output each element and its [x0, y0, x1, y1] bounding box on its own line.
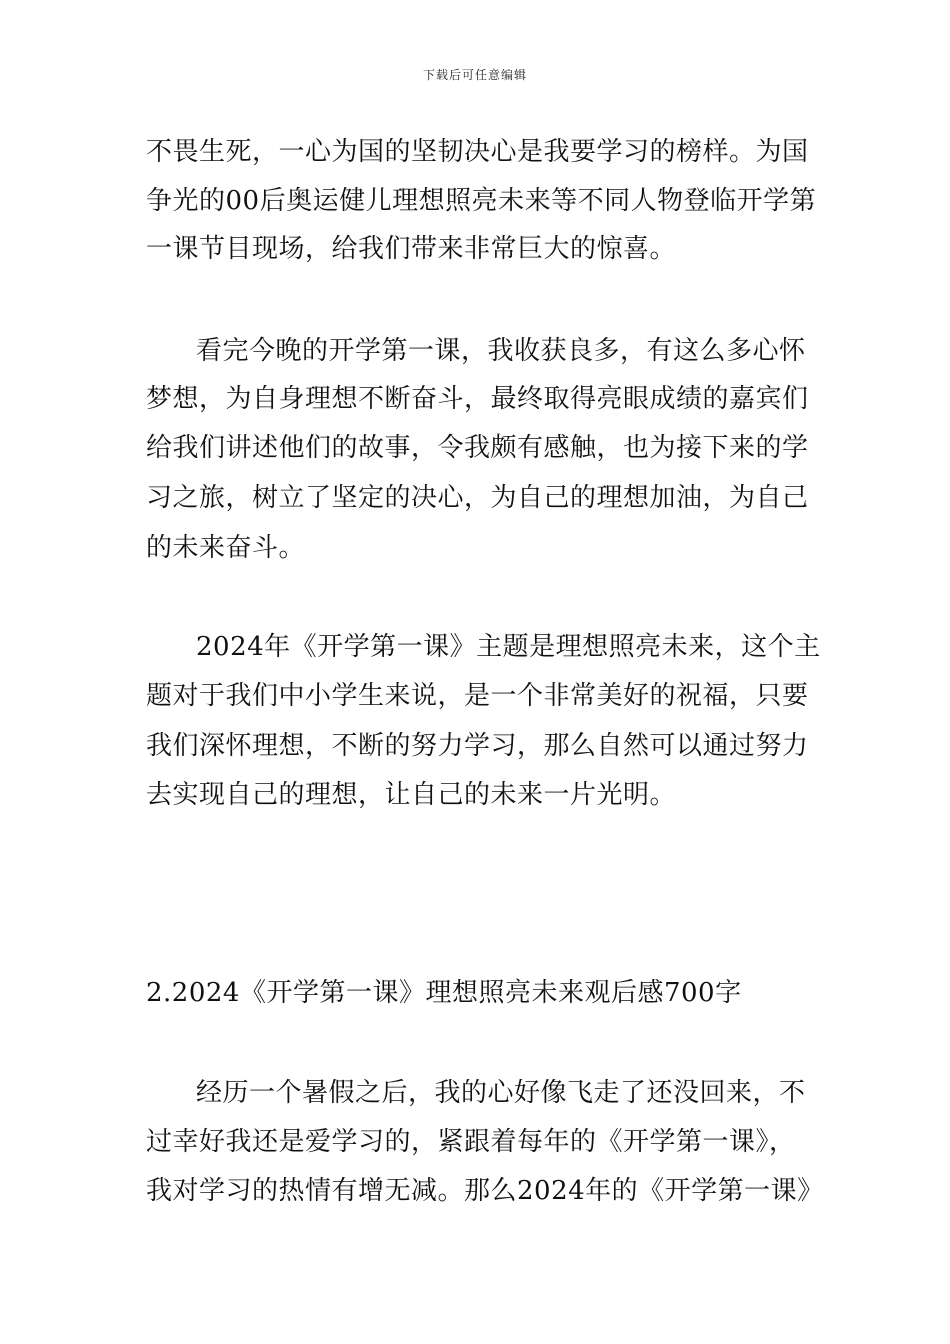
paragraph-3-line-3: 我们深怀理想，不断的努力学习，那么自然可以通过努力	[146, 731, 809, 761]
paragraph-3-line-1: 2024年《开学第一课》主题是理想照亮未来，这个主	[196, 632, 821, 662]
paragraph-5-line-1: 经历一个暑假之后，我的心好像飞走了还没回来，不	[196, 1078, 806, 1108]
paragraph-3-line-4: 去实现自己的理想，让自己的未来一片光明。	[146, 780, 677, 810]
paragraph-5-line-2: 过幸好我还是爱学习的，紧跟着每年的《开学第一课》，	[146, 1127, 796, 1157]
paragraph-5-line-3: 我对学习的热情有增无减。那么2024年的《开学第一课》	[146, 1176, 824, 1206]
paragraph-2-line-4: 习之旅，树立了坚定的决心，为自己的理想加油，为自己	[146, 483, 809, 513]
paragraph-2-line-2: 梦想，为自身理想不断奋斗，最终取得亮眼成绩的嘉宾们	[146, 384, 809, 414]
paragraph-1-line-3: 一课节目现场，给我们带来非常巨大的惊喜。	[146, 234, 677, 264]
section-heading: 2.2024《开学第一课》理想照亮未来观后感700字	[146, 978, 742, 1008]
paragraph-1-line-1: 不畏生死，一心为国的坚韧决心是我要学习的榜样。为国	[146, 137, 809, 167]
paragraph-3-line-2: 题对于我们中小学生来说，是一个非常美好的祝福，只要	[146, 681, 809, 711]
paragraph-2-line-3: 给我们讲述他们的故事，令我颇有感触，也为接下来的学	[146, 433, 809, 463]
paragraph-1-line-2: 争光的00后奥运健儿理想照亮未来等不同人物登临开学第	[146, 186, 817, 216]
paragraph-2-line-5: 的未来奋斗。	[146, 533, 306, 563]
page-header: 下载后可任意编辑	[422, 68, 527, 82]
paragraph-2-line-1: 看完今晚的开学第一课，我收获良多，有这么多心怀	[196, 336, 806, 366]
